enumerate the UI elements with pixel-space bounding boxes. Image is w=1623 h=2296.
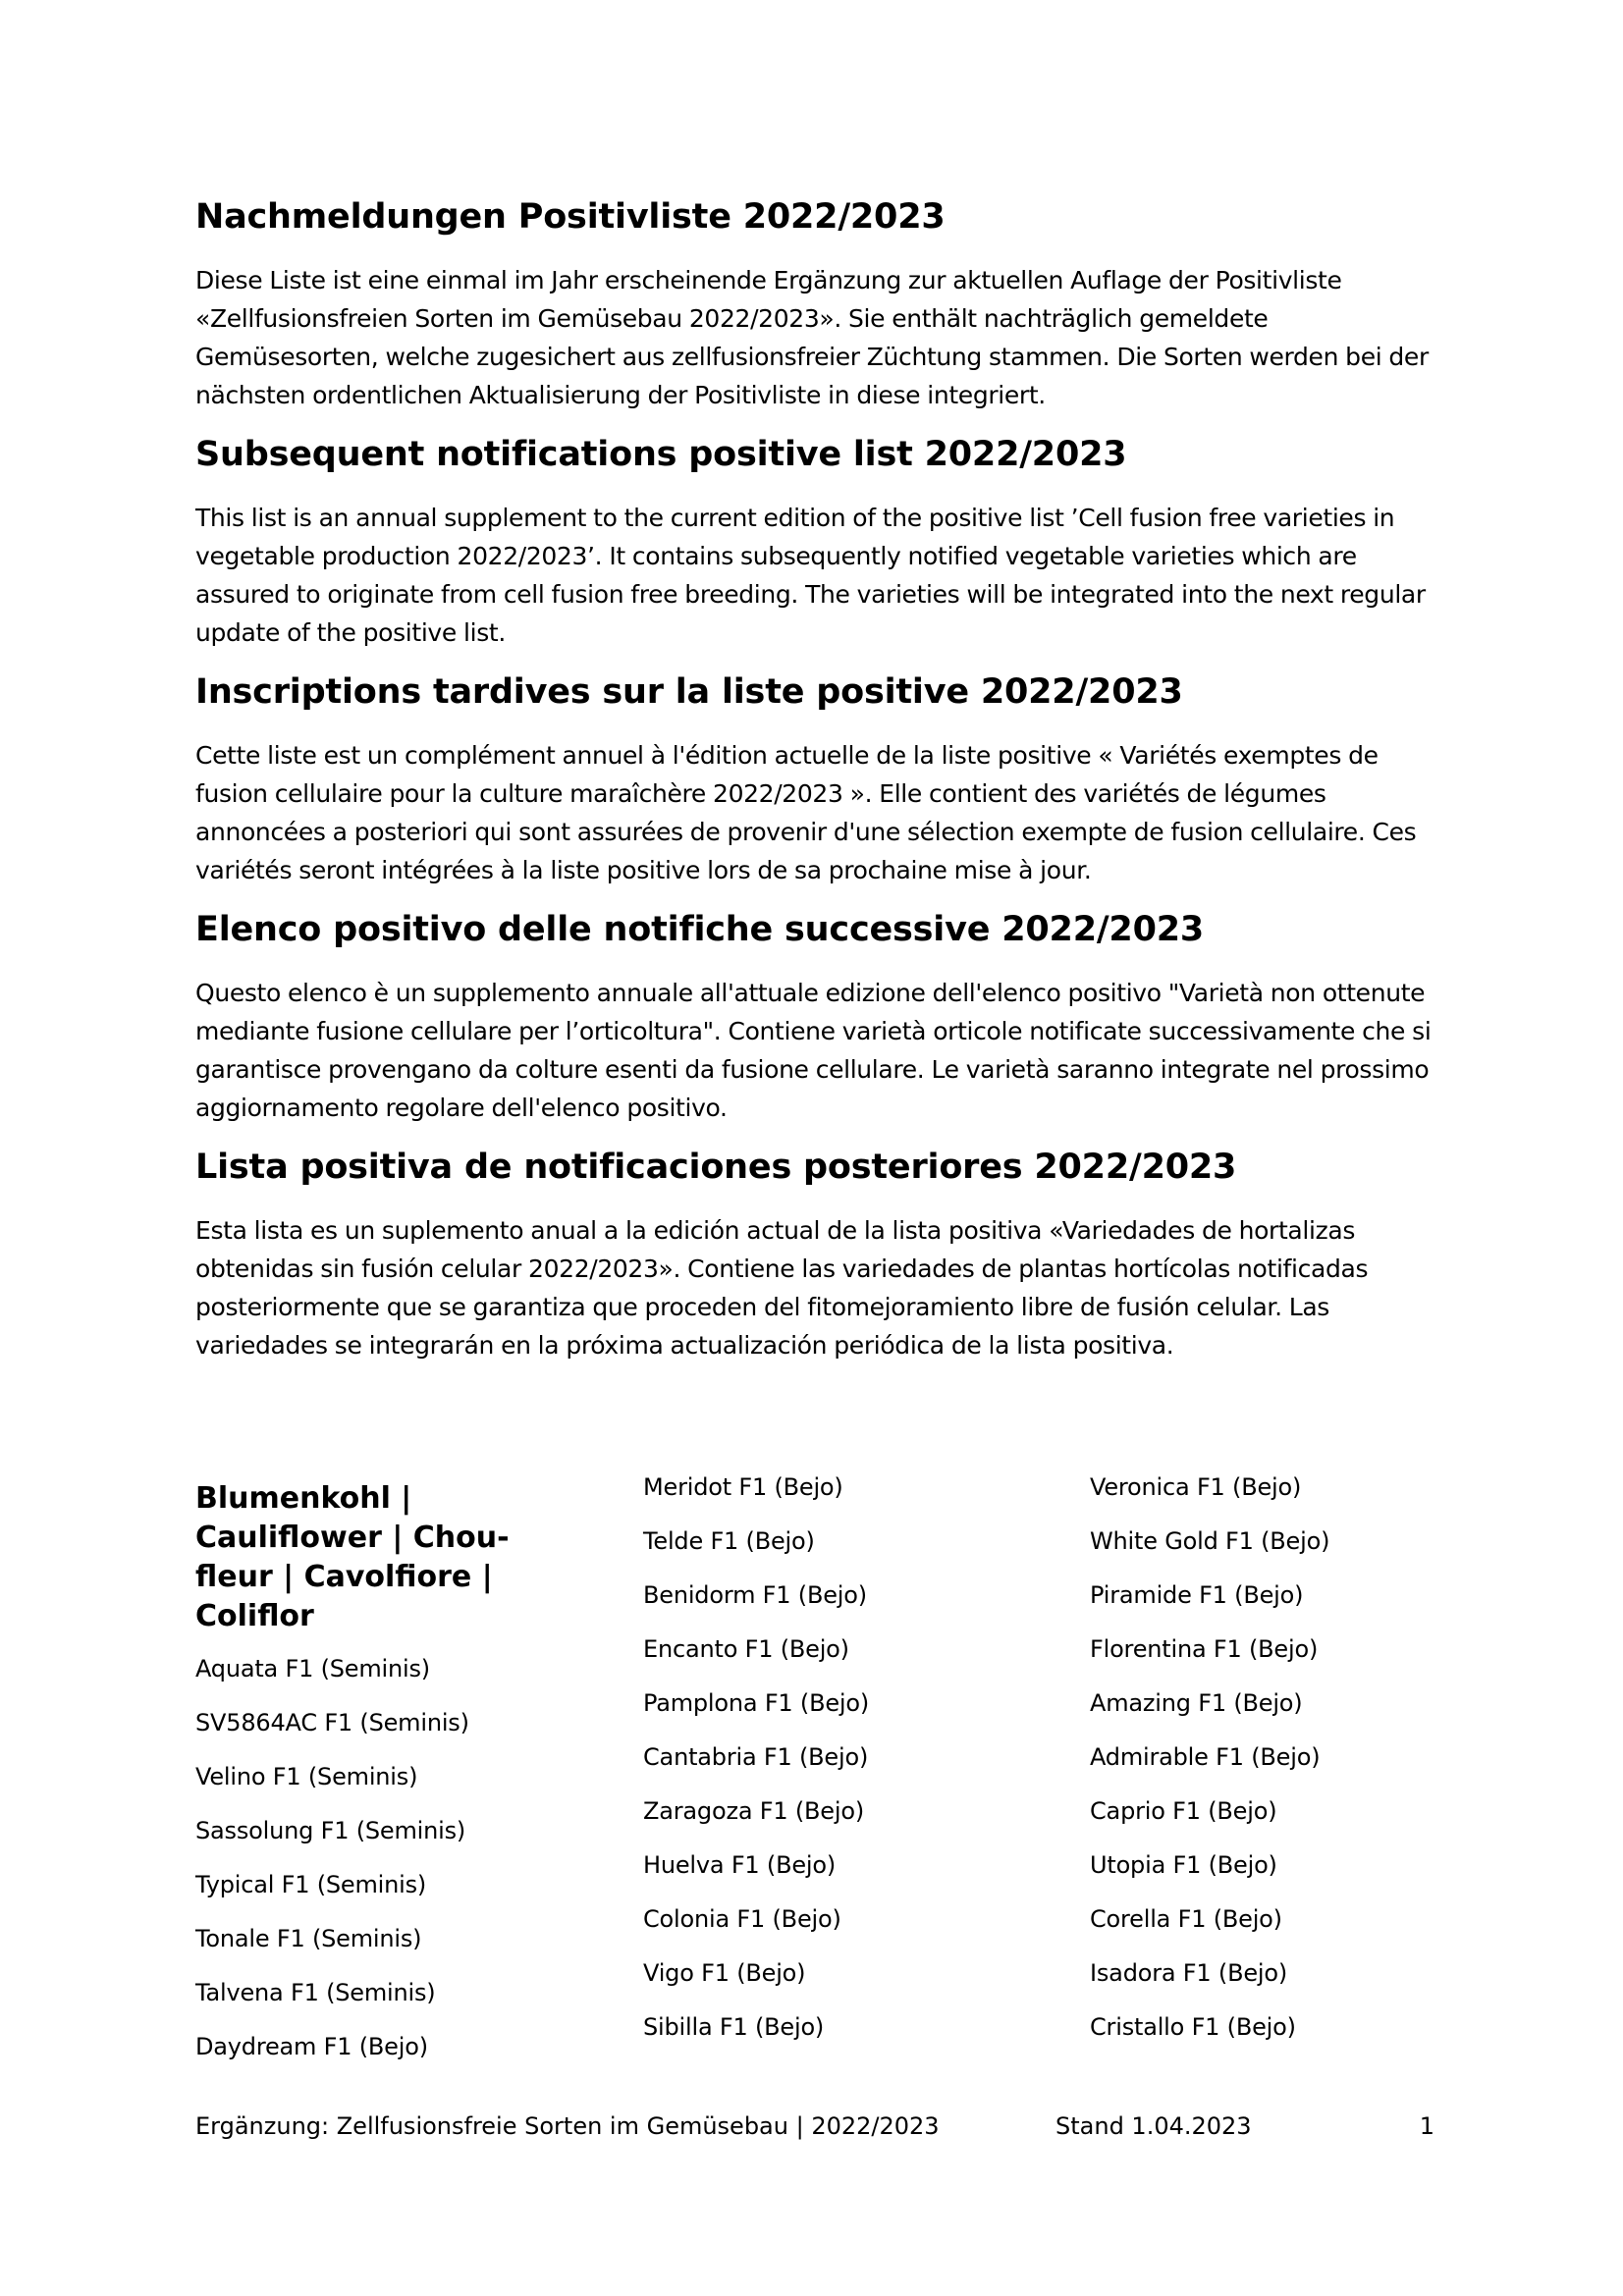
section-heading-de: Nachmeldungen Positivliste 2022/2023 [195,197,946,237]
variety-item: White Gold F1 (Bejo) [1090,1527,1330,1555]
variety-column-3 [1090,1472,1502,2066]
variety-list-3 [1090,1472,1502,2066]
variety-item: Huelva F1 (Bejo) [643,1851,837,1879]
variety-item: Colonia F1 (Bejo) [643,1905,841,1933]
section-it [195,909,1452,1127]
variety-item: Utopia F1 (Bejo) [1090,1851,1277,1879]
variety-item: Meridot F1 (Bejo) [643,1473,843,1501]
section-body-de: Diese Liste ist eine einmal im Jahr erscheinende Ergänzung zur aktuellen Auflage der Positivliste «Zellfusionsfreien Sorten im Gemüsebau 2022/2023». Sie enthält nachträglich gemeldete Gemüsesorten, welche zugesichert aus zellfusionsfreier Züchtung stammen. Die Sorten werden bei der nächsten ordentlichen Aktualisierung der Positivliste in diese integriert. [195,266,1429,409]
section-en [195,434,1452,652]
section-body-en: This list is an annual supplement to the current edition of the positive list ’Cell fusion free varieties in vegetable production 2022/2023’. It contains subsequently notified vegetable varieties which are assured to originate from cell fusion free breeding. The varieties will be integrated into the next regular update of the positive list. [195,504,1426,647]
footer-date: Stand 1.04.2023 [1055,2112,1252,2140]
variety-item: Talvena F1 (Seminis) [195,1979,436,2006]
variety-item: Zaragoza F1 (Bejo) [643,1797,864,1825]
variety-item: Caprio F1 (Bejo) [1090,1797,1277,1825]
section-body-es: Esta lista es un suplemento anual a la edición actual de la lista positiva «Variedades de hortalizas obtenidas sin fusión celular 2022/2023». Contiene las variedades de plantas hortícolas notificadas posteriormente que se garantiza que proceden del fitomejoramiento libre de fusión celular. Las variedades se integrarán en la próxima actualización periódica de la lista positiva. [195,1216,1369,1360]
intro-sections [195,196,1452,1384]
variety-item: Tonale F1 (Seminis) [195,1925,422,1952]
page-footer [195,2110,1434,2142]
variety-list-1 [195,1654,608,2086]
page-number: 1 [1419,2112,1434,2140]
section-body-fr: Cette liste est un complément annuel à l'édition actuelle de la liste positive « Variétés exemptes de fusion cellulaire pour la culture maraîchère 2022/2023 ». Elle contient des variétés de légumes annoncées a posteriori qui sont assurées de provenir d'une sélection exempte de fusion cellulaire. Ces variétés seront intégrées à la liste positive lors de sa prochaine mise à jour. [195,741,1417,884]
variety-item: Typical F1 (Seminis) [195,1871,427,1898]
variety-item: Telde F1 (Bejo) [643,1527,815,1555]
variety-item: Benidorm F1 (Bejo) [643,1581,867,1609]
section-heading-es: Lista positiva de notificaciones posteriores 2022/2023 [195,1148,1237,1187]
section-heading-fr: Inscriptions tardives sur la liste positive 2022/2023 [195,672,1183,712]
variety-item: Piramide F1 (Bejo) [1090,1581,1304,1609]
section-body-it: Questo elenco è un supplemento annuale all'attuale edizione dell'elenco positivo "Varietà non ottenute mediante fusione cellulare per l’orticoltura". Contiene varietà orticole notificate successivamente che si garantisce provengano da colture esenti da fusione cellulare. Le varietà saranno integrate nel prossimo aggiornamento regolare dell'elenco positivo. [195,979,1432,1122]
variety-item: Velino F1 (Seminis) [195,1763,418,1790]
section-heading-en: Subsequent notifications positive list 2022/2023 [195,435,1127,474]
variety-item: Aquata F1 (Seminis) [195,1655,430,1682]
section-fr [195,671,1452,889]
variety-item: Veronica F1 (Bejo) [1090,1473,1302,1501]
variety-item: Sibilla F1 (Bejo) [643,2013,825,2041]
variety-column-1 [195,1479,608,2086]
variety-item: Admirable F1 (Bejo) [1090,1743,1321,1771]
variety-item: Corella F1 (Bejo) [1090,1905,1282,1933]
group-title-cauliflower: Blumenkohl | Cauliflower | Chou-fleur | Cavolfiore | Coliflor [195,1481,510,1633]
variety-item: Amazing F1 (Bejo) [1090,1689,1303,1717]
variety-item: Pamplona F1 (Bejo) [643,1689,870,1717]
variety-list-2 [643,1472,1055,2066]
section-heading-it: Elenco positivo delle notifiche successive 2022/2023 [195,910,1205,949]
variety-item: Sassolung F1 (Seminis) [195,1817,466,1844]
variety-item: Cantabria F1 (Bejo) [643,1743,869,1771]
footer-document-title: Ergänzung: Zellfusionsfreie Sorten im Gemüsebau | 2022/2023 [195,2112,940,2140]
variety-item: Daydream F1 (Bejo) [195,2033,428,2060]
variety-item: Encanto F1 (Bejo) [643,1635,849,1663]
variety-item: Florentina F1 (Bejo) [1090,1635,1319,1663]
variety-item: Cristallo F1 (Bejo) [1090,2013,1296,2041]
variety-item: SV5864AC F1 (Seminis) [195,1709,469,1736]
section-de [195,196,1452,414]
variety-column-2 [643,1472,1055,2066]
section-es [195,1147,1452,1364]
variety-item: Vigo F1 (Bejo) [643,1959,806,1987]
variety-item: Isadora F1 (Bejo) [1090,1959,1288,1987]
